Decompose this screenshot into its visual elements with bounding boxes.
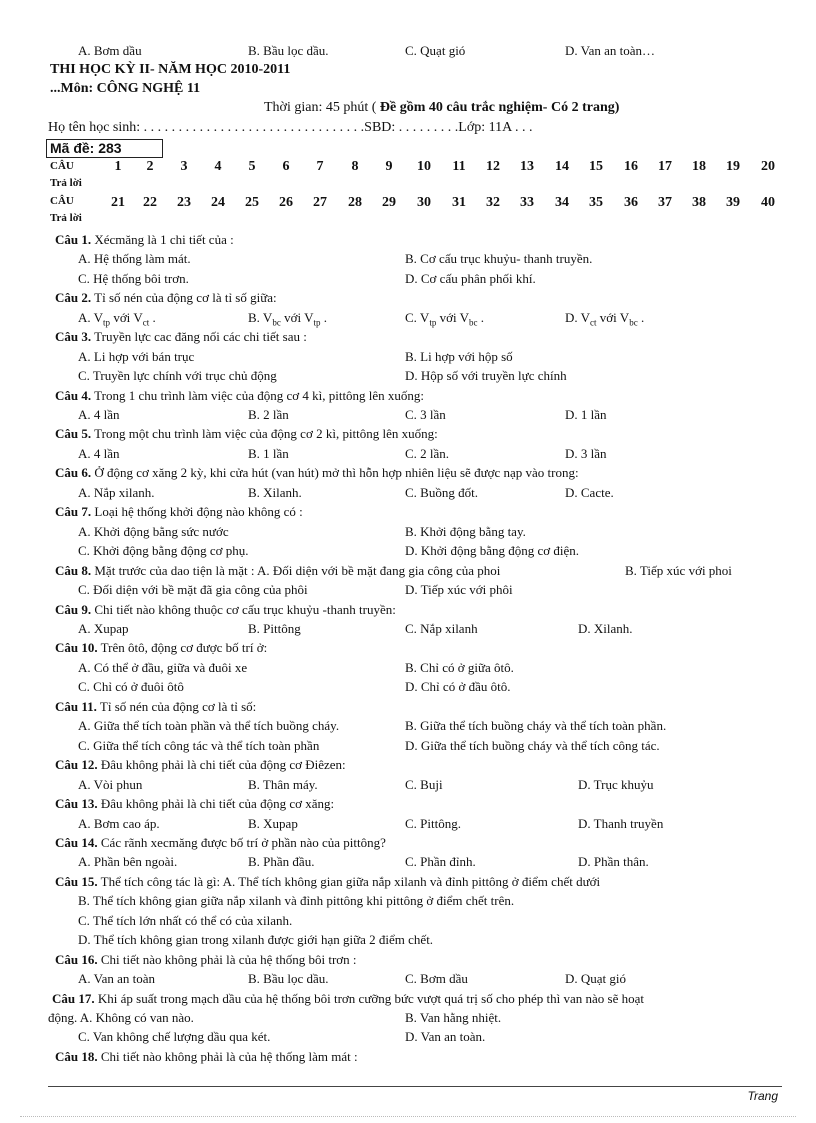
question-text: Ở động cơ xăng 2 kỳ, khi cửa hút (van hút) mở thì hỗn hợp nhiên liệu sẽ được nạp vào trong: (91, 465, 579, 480)
option-pair-item: A. Giữa thể tích toàn phần và thể tích buồng cháy. (78, 718, 340, 733)
question-stem (55, 952, 357, 968)
grid-number: 17 (658, 159, 672, 174)
grid-number: 35 (589, 195, 603, 210)
grid-traloi-label-1: Trả lời (50, 177, 82, 189)
inline-option-a: A. Không có van nào. (77, 1010, 194, 1025)
option-pair-item: B. Giữa thể tích buồng cháy và thể tích toàn phần. (405, 718, 667, 733)
option-d: D. 1 lần (565, 407, 607, 422)
question-number: Câu 1. (55, 232, 92, 247)
q2-option-part: ct (590, 317, 597, 328)
option-a: A. Nắp xilanh. (78, 485, 155, 500)
grid-number: 28 (348, 195, 362, 210)
option-c: C. 3 lần (405, 407, 446, 422)
question-stem (55, 640, 267, 656)
option-a: A. 4 lần (78, 446, 120, 461)
option-pair-item: D. Hộp số với truyền lực chính (405, 368, 567, 383)
option-pair-item: C. Khởi động bằng động cơ phụ. (78, 543, 249, 558)
question-stem (55, 602, 396, 618)
question-number: Câu 10. (55, 640, 98, 655)
option-pair-item: A. Khởi động bằng sức nước (78, 524, 229, 539)
question-number: Câu 11. (55, 699, 97, 714)
question-text: Trên ôtô, động cơ được bố trí ở: (97, 640, 268, 655)
grid-number: 4 (214, 159, 222, 174)
question-text: Trong 1 chu trình làm việc của động cơ 4 kì, pittông lên xuống: (91, 388, 425, 403)
question-stem (55, 290, 277, 306)
inline-option-a: A. Thể tích không gian giữa nắp xilanh và đỉnh pittông ở điểm chết dưới (222, 874, 601, 889)
question-number: Câu 14. (55, 835, 98, 850)
q2-option-part: D. V (565, 310, 591, 325)
option-pair-item: B. Li hợp với hộp số (405, 349, 513, 364)
option-c: C. Buồng đốt. (405, 485, 478, 500)
footer-divider (48, 1086, 782, 1087)
q2-option-part: với V (596, 310, 630, 325)
grid-number: 36 (624, 195, 638, 210)
option-d: D. Trục khuỷu (578, 777, 654, 792)
option-d: D. 3 lần (565, 446, 607, 461)
inline-option-b: B. Tiếp xúc với phoi (625, 563, 732, 578)
q2-option-part: với V (280, 310, 314, 325)
inline-option-a: A. Đối diện với bề mặt đang gia công của phoi (257, 563, 501, 578)
q2-option-part: bc (468, 317, 478, 328)
option-pair-item: D. Giữa thể tích buồng cháy và thể tích công tác. (405, 738, 660, 753)
question-text: Tỉ số nén của động cơ là tỉ số giữa: (91, 290, 277, 305)
inline-option-b: B. Van hằng nhiệt. (405, 1010, 502, 1025)
q2-option-part: tp (103, 317, 111, 328)
option-pair-item: C. Truyền lực chính với trục chủ động (78, 368, 277, 383)
question-stem (55, 563, 500, 579)
grid-number: 30 (417, 195, 431, 210)
exam-time (264, 100, 619, 116)
grid-number: 3 (180, 159, 188, 174)
question-number: Câu 7. (55, 504, 92, 519)
q2-option-part: A. V (78, 310, 104, 325)
question-text: Loại hệ thống khởi động nào không có : (91, 504, 303, 519)
exam-code-box: Mã đề: 283 (46, 139, 163, 158)
q2-option-part: với V (110, 310, 143, 325)
page-bottom-dotted-line (20, 1116, 796, 1117)
question-number: Câu 4. (55, 388, 92, 403)
q2-option-c: C. $V_{tp}$ với $V_{bc}$ . (405, 310, 484, 328)
option-pair-item: B. Cơ cấu trục khuỷu- thanh truyền. (405, 251, 593, 266)
option-c: C. Phần đỉnh. (405, 854, 476, 869)
question-number: Câu 3. (55, 329, 92, 344)
grid-number: 21 (111, 195, 125, 210)
exam-subject: ...Môn: CÔNG NGHỆ 11 (50, 81, 201, 96)
question-number: Câu 17. (52, 991, 95, 1006)
grid-number: 38 (692, 195, 706, 210)
option-pair-item: C. Chỉ có ở đuôi ôtô (78, 679, 184, 694)
question-stem (55, 874, 600, 890)
question-number: Câu 2. (55, 290, 92, 305)
option-d: D. Cacte. (565, 485, 614, 500)
question-number: Câu 16. (55, 952, 98, 967)
question-stem (55, 232, 234, 248)
option-c: C. Nắp xilanh (405, 621, 478, 636)
grid-number: 22 (143, 195, 157, 210)
exam-time-prefix: Thời gian: 45 phút ( (264, 100, 380, 115)
grid-number: 12 (486, 159, 500, 174)
grid-number: 39 (726, 195, 740, 210)
question-text: Chi tiết nào không thuộc cơ cấu trục khuỷu -thanh truyền: (91, 602, 396, 617)
option-d: D. Quạt gió (565, 971, 627, 986)
option-d: D. Thanh truyền (578, 816, 664, 831)
option-b: B. Phần đầu. (248, 854, 315, 869)
question-stem (55, 1049, 358, 1065)
grid-number: 23 (177, 195, 191, 210)
option-a: A. 4 lần (78, 407, 120, 422)
option-pair-item: D. Cơ cấu phân phối khí. (405, 271, 536, 286)
question-text: Mặt trước của dao tiện là mặt : (91, 563, 258, 578)
top-option-b: B. Bầu lọc dầu. (248, 43, 329, 58)
question-stem (55, 835, 386, 851)
option-b: B. Xupap (248, 816, 298, 831)
question-text: Tỉ số nén của động cơ là tỉ số: (96, 699, 257, 714)
question-stem (55, 426, 438, 442)
option-c: C. Buji (405, 777, 443, 792)
top-option-a: A. Bơm dầu (78, 43, 142, 58)
grid-number: 7 (316, 159, 324, 174)
grid-traloi-label-2: Trả lời (50, 212, 82, 224)
exam-title: THI HỌC KỲ II- NĂM HỌC 2010-2011 (50, 62, 291, 77)
grid-number: 15 (589, 159, 603, 174)
option-pair-item: C. Hệ thống bôi trơn. (78, 271, 189, 286)
grid-number: 20 (761, 159, 775, 174)
question-text: Xécmăng là 1 chi tiết của : (91, 232, 234, 247)
option-b: B. 2 lần (248, 407, 289, 422)
option-pair-item: A. Hệ thống làm mát. (78, 251, 191, 266)
question-text: Đâu không phải là chi tiết của động cơ xăng: (97, 796, 335, 811)
grid-number: 13 (520, 159, 534, 174)
option-b: B. Xilanh. (248, 485, 302, 500)
option-c: C. Pittông. (405, 816, 461, 831)
grid-number: 37 (658, 195, 672, 210)
option-pair-item: D. Khởi động bằng động cơ điện. (405, 543, 580, 558)
grid-number: 6 (282, 159, 290, 174)
question-text-continued: động. (48, 1010, 78, 1025)
option-b: B. Bầu lọc dầu. (248, 971, 329, 986)
q2-option-part: bc (272, 317, 281, 328)
q2-option-part: với V (436, 310, 469, 325)
grid-number: 34 (555, 195, 569, 210)
option-b: B. Thân máy. (248, 777, 318, 792)
student-info-line: Họ tên học sinh: . . . . . . . . . . . . . . . . . . . . . . . . . . . . . . . .SBD: . . . . . . . . .Lớp: 11A . . . (48, 120, 533, 135)
option-b: B. 1 lần (248, 446, 289, 461)
grid-cau-label-2: CÂU (50, 195, 74, 207)
option-c: C. 2 lần. (405, 446, 450, 461)
option-pair-item: A. Có thể ở đầu, giữa và đuôi xe (78, 660, 248, 675)
option-d: D. Phần thân. (578, 854, 649, 869)
question-number: Câu 15. (55, 874, 98, 889)
question-stem (55, 699, 256, 715)
grid-number: 8 (351, 159, 359, 174)
grid-number: 27 (313, 195, 327, 210)
question-stem (55, 796, 334, 812)
question-stem (55, 504, 303, 520)
q2-option-a: A. $V_{tp}$ với $V_{ct}$ . (78, 310, 156, 328)
grid-number: 24 (211, 195, 225, 210)
question-text: Đâu không phải là chi tiết của động cơ Điêzen: (97, 757, 346, 772)
grid-number: 1 (114, 159, 122, 174)
question-stem (55, 465, 579, 481)
question-number: Câu 18. (55, 1049, 98, 1064)
footer-page-label: Trang (747, 1089, 778, 1103)
option-full-line: C. Thể tích lớn nhất có thể có của xilanh. (78, 913, 293, 928)
grid-number: 11 (452, 159, 466, 174)
option-full-line: B. Thể tích không gian giữa nắp xilanh và đỉnh pittông khi pittông ở điểm chết trên. (78, 893, 515, 908)
q2-option-part: bc (629, 317, 638, 328)
grid-number: 26 (279, 195, 293, 210)
option-a: A. Vòi phun (78, 777, 143, 792)
option-b: B. Pittông (248, 621, 301, 636)
question-text: Chi tiết nào không phải là của hệ thống làm mát : (97, 1049, 358, 1064)
exam-time-detail: Đề gồm 40 câu trắc nghiệm- Có 2 trang) (379, 100, 620, 115)
option-pair-item: D. Chỉ có ở đầu ôtô. (405, 679, 511, 694)
grid-number: 19 (726, 159, 740, 174)
question-stem (55, 388, 424, 404)
option-pair-item: C. Đối diện với bề mặt đã gia công của phôi (78, 582, 308, 597)
top-option-c: C. Quạt gió (405, 43, 466, 58)
option-a: A. Phần bên ngoài. (78, 854, 178, 869)
q2-option-part: B. V (248, 310, 273, 325)
question-text: Thể tích công tác là gì: (97, 874, 223, 889)
top-option-d: D. Van an toàn… (565, 43, 656, 58)
question-number: Câu 12. (55, 757, 98, 772)
question-text: Trong một chu trình làm việc của động cơ 2 kì, pittông lên xuống: (91, 426, 438, 441)
option-pair-item: B. Chỉ có ở giữa ôtô. (405, 660, 514, 675)
question-number: Câu 13. (55, 796, 98, 811)
question-text: Chi tiết nào không phải là của hệ thống bôi trơn : (97, 952, 357, 967)
option-full-line: D. Thể tích không gian trong xilanh được giới hạn giữa 2 điểm chết. (78, 932, 434, 947)
question-stem (52, 991, 644, 1007)
option-pair-item: C. Van không chế lượng dầu qua két. (78, 1029, 271, 1044)
option-a: A. Van an toàn (78, 971, 156, 986)
grid-number: 9 (385, 159, 393, 174)
option-a: A. Bơm cao áp. (78, 816, 160, 831)
grid-number: 14 (555, 159, 569, 174)
grid-number: 25 (245, 195, 259, 210)
grid-number: 33 (520, 195, 534, 210)
question-continuation (48, 1010, 194, 1026)
question-number: Câu 8. (55, 563, 92, 578)
question-text: Các rãnh xecmăng được bố trí ở phần nào của pittông? (97, 835, 386, 850)
grid-cau-label-1: CÂU (50, 160, 74, 172)
option-pair-item: C. Giữa thể tích công tác và thể tích toàn phần (78, 738, 320, 753)
q2-option-d: D. $V_{ct}$ với $V_{bc}$ . (565, 310, 645, 328)
grid-number: 2 (146, 159, 154, 174)
question-stem (55, 329, 307, 345)
grid-number: 16 (624, 159, 638, 174)
grid-number: 32 (486, 195, 500, 210)
question-stem (55, 757, 346, 773)
question-text: Khi áp suất trong mạch dầu của hệ thống bôi trơn cưỡng bức vượt quá trị số cho phép thì van nào sẽ hoạt (94, 991, 644, 1006)
question-number: Câu 9. (55, 602, 92, 617)
q2-option-part: ct (142, 317, 150, 328)
question-number: Câu 5. (55, 426, 92, 441)
option-pair-item: B. Khởi động bằng tay. (405, 524, 526, 539)
option-pair-item: A. Li hợp với bán trục (78, 349, 195, 364)
grid-number: 29 (382, 195, 396, 210)
q2-option-part: C. V (405, 310, 430, 325)
option-d: D. Xilanh. (578, 621, 633, 636)
option-a: A. Xupap (78, 621, 129, 636)
grid-number: 31 (452, 195, 466, 210)
q2-option-b: B. $V_{bc}$ với $V_{tp}$ . (248, 310, 327, 328)
option-pair-item: D. Tiếp xúc với phôi (405, 582, 513, 597)
q2-option-part: tp (429, 317, 437, 328)
grid-number: 40 (761, 195, 775, 210)
option-c: C. Bơm dầu (405, 971, 468, 986)
q2-option-part: tp (313, 317, 321, 328)
option-pair-item: D. Van an toàn. (405, 1029, 486, 1044)
grid-number: 5 (248, 159, 256, 174)
question-text: Truyền lực cac đăng nối các chi tiết sau : (91, 329, 307, 344)
grid-number: 18 (692, 159, 706, 174)
grid-number: 10 (417, 159, 431, 174)
question-number: Câu 6. (55, 465, 92, 480)
